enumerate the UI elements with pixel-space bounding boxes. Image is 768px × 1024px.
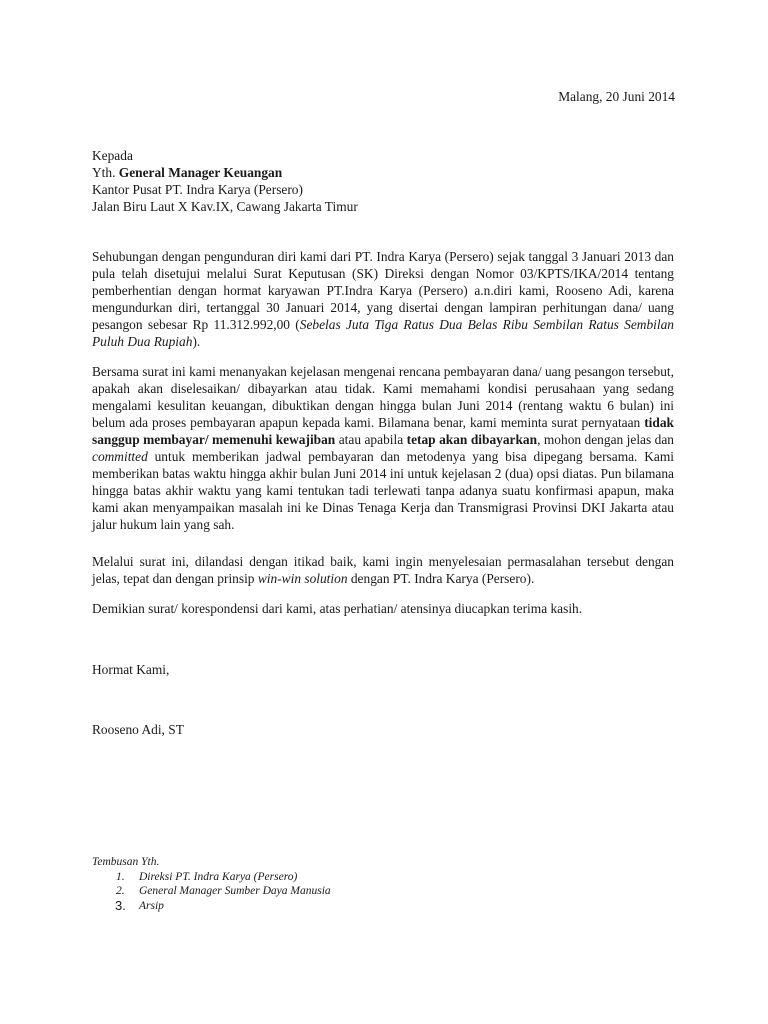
para3-text-1: Melalui surat ini, dilandasi dengan itikad baik, kami ingin menyelesaian permasalahan tersebut dengan jelas, tepat dan dengan prinsip [92,554,674,586]
cc-item-number: 2. [116,885,125,897]
para1-text: Sehubungan dengan pengunduran diri kami dari PT. Indra Karya (Persero) sejak tanggal 3 Januari 2013 dan pula telah disetujui melalui Surat Keputusan (SK) Direksi dengan Nomor 03/KPTS/IKA/2014 tentang pemberhentian dengan hormat karyawan PT.Indra Karya (Persero) a.n.diri kami, Rooseno Adi, karena mengundurkan diri, tertanggal 30 Januari 2014, yang disertai dengan lampiran perhitungan dana/ uang pesangon sebesar Rp 11.312.992,00 ( [92,249,674,332]
para3-italic-1: win-win solution [257,571,348,586]
para2-bold-1: tidak sanggup membayar/ memenuhi kewajiban [92,415,674,447]
para2-text-4: untuk memberikan jadwal pembayaran dan metodenya yang bisa dipegang bersama. Kami memberikan batas waktu hingga akhir bulan Juni 2014 ini untuk kejelasan 2 (dua) opsi diatas. Pun bilamana hingga batas akhir waktu yang kami tentukan tadi terlewati tanpa adanya suatu konfirmasi apapun, maka kami akan menyampaikan masalah ini ke Dinas Tenaga Kerja dan Transmigrasi Provinsi DKI Jakarta atau jalur hukum lain yang sah. [92,449,674,532]
paragraph-3 [92,553,674,587]
recipient-office: Kantor Pusat PT. Indra Karya (Persero) [92,182,303,197]
recipient-address: Jalan Biru Laut X Kav.IX, Cawang Jakarta Timur [92,199,358,214]
yth-prefix: Yth. [92,165,119,180]
paragraph-1 [92,248,674,350]
cc-item-text: General Manager Sumber Daya Manusia [139,885,331,897]
cc-item-number: 1. [116,870,125,883]
para2-text-1: Bersama surat ini kami menanyakan kejelasan mengenai rencana pembayaran dana/ uang pesangon tersebut, apakah akan diselesaikan/ dibayarkan atau tidak. Kami memahami kondisi perusahaan yang sedang mengalami kesulitan keuangan, dibuktikan dengan hingga bulan Juni 2014 (rentang waktu 6 bulan) ini belum ada proses pembayaran apapun kepada kami. Bilamana benar, kami meminta surat pernyataan [92,364,674,430]
cc-item [92,899,331,914]
para4-text: Demikian surat/ korespondensi dari kami, atas perhatian/ atensinya diucapkan terima kasih. [92,601,583,616]
para1-amount-words: Sebelas Juta Tiga Ratus Dua Belas Ribu Sembilan Ratus Sembilan Puluh Dua Rupiah [92,317,674,349]
closing: Hormat Kami, [92,662,170,677]
paragraph-2 [92,363,674,533]
para2-italic-1: committed [92,449,148,464]
signer-name: Rooseno Adi, ST [92,722,184,737]
para2-bold-2: tetap akan dibayarkan [406,432,538,447]
para2-text-3: , mohon dengan jelas dan [537,432,675,447]
letter-date: Malang, 20 Juni 2014 [558,89,675,104]
cc-item [92,884,331,899]
recipient-block [92,147,358,215]
cc-item [92,870,331,885]
recipient-title: General Manager Keuangan [118,165,283,180]
salutation: Kepada [92,148,133,163]
cc-heading: Tembusan Yth. [92,856,160,868]
cc-item-text: Arsip [139,899,164,912]
cc-block [92,855,331,913]
paragraph-4 [92,600,674,617]
cc-list [92,870,331,914]
para2-text-2: atau apabila [335,432,407,447]
para1-end: ). [192,334,201,349]
cc-item-text: Direksi PT. Indra Karya (Persero) [139,870,298,883]
para3-text-2: dengan PT. Indra Karya (Persero). [347,571,535,586]
recipient-title-line [92,164,358,181]
cc-item-number: 3. [115,897,126,913]
